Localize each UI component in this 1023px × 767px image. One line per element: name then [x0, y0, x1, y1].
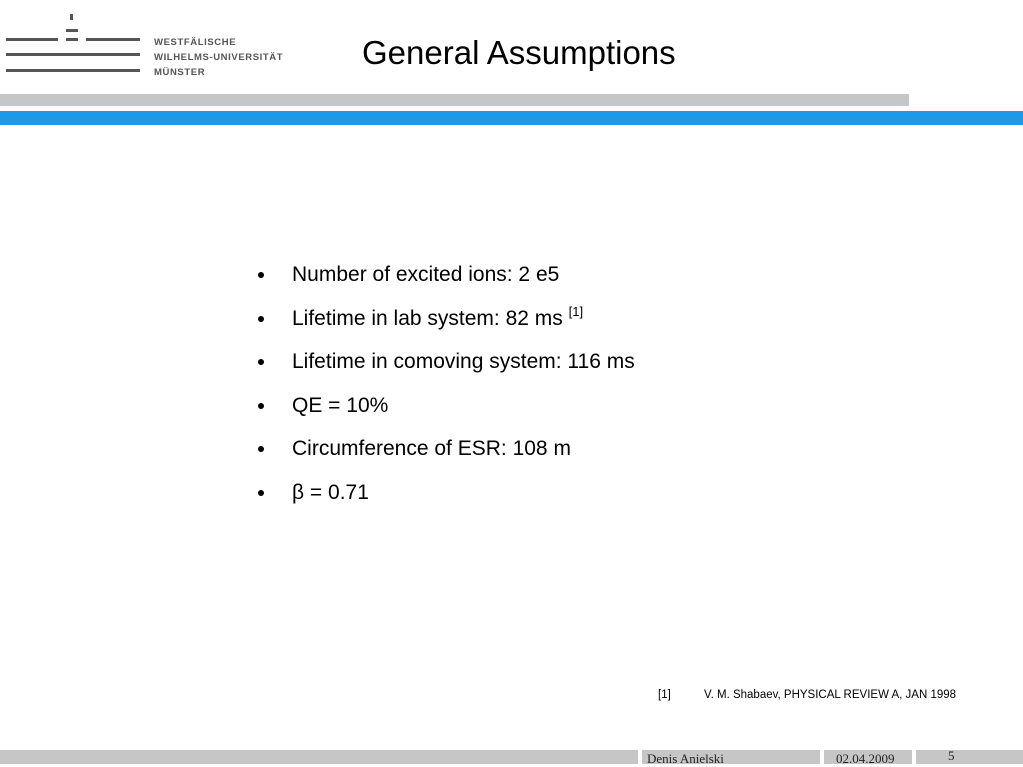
reference-marker: [1]: [568, 303, 584, 319]
list-item: [258, 395, 635, 416]
bullet-icon: [258, 490, 264, 496]
header-gray-band: [0, 94, 909, 106]
list-item-text: Circumference of ESR: 108 m: [292, 437, 571, 460]
reference-text: V. M. Shabaev, PHYSICAL REVIEW A, JAN 1998: [704, 689, 957, 701]
list-item-text: Lifetime in comoving system: 116 ms: [292, 350, 635, 373]
reference-footnote: [658, 689, 956, 701]
list-item-text: QE = 10%: [292, 393, 389, 417]
header-blue-band: [0, 111, 1023, 125]
list-item: [258, 303, 635, 330]
page-title: General Assumptions: [362, 34, 676, 71]
university-logo: [0, 0, 300, 90]
list-item-text: Number of excited ions: 2 e5: [292, 263, 560, 286]
bullet-icon: [258, 403, 264, 409]
list-item-text: Lifetime in lab system: 82 ms: [292, 306, 563, 330]
footer-author: Denis Anielski: [647, 751, 724, 766]
footer-page-band: [916, 750, 1023, 764]
slide-footer: [0, 750, 1023, 767]
assumptions-list: [258, 264, 635, 525]
page-number: 5: [948, 748, 955, 763]
bullet-icon: [258, 359, 264, 365]
bullet-icon: [258, 272, 264, 278]
footer-date: 02.04.2009: [836, 751, 895, 766]
list-item: [258, 482, 635, 503]
university-logo-icon: [0, 0, 150, 80]
bullet-icon: [258, 316, 264, 322]
logo-text-line3: MÜNSTER: [154, 67, 206, 78]
list-item-text: β = 0.71: [292, 480, 369, 504]
list-item: [258, 351, 635, 372]
logo-text-line2: WILHELMS-UNIVERSITÄT: [154, 52, 284, 63]
reference-number: [1]: [658, 689, 671, 701]
logo-text-line1: WESTFÄLISCHE: [154, 37, 237, 48]
list-item: [258, 264, 635, 285]
bullet-icon: [258, 446, 264, 452]
list-item: [258, 438, 635, 459]
footer-band: [0, 750, 638, 764]
